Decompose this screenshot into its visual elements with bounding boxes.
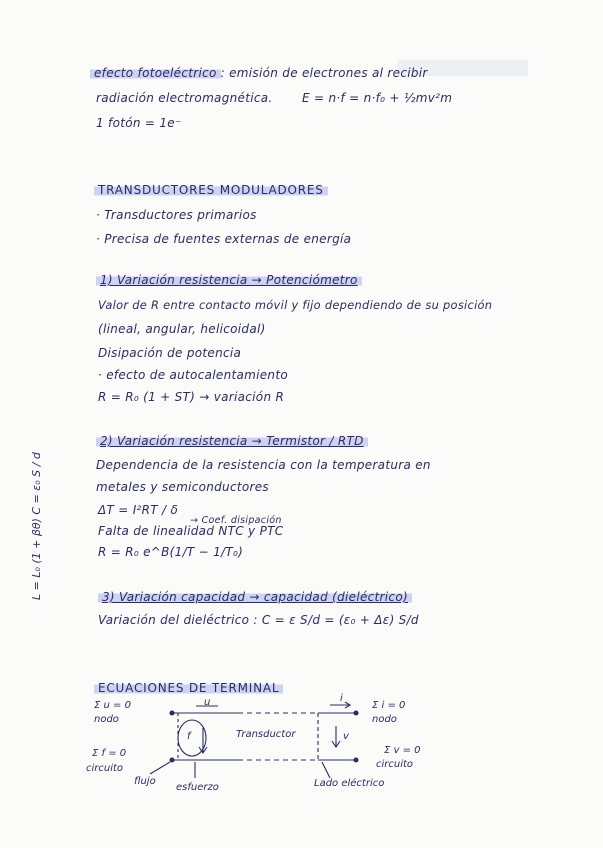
f-label: f	[187, 731, 191, 742]
line-radiation: radiación electromagnética.	[96, 91, 273, 105]
item1-line1: Valor de R entre contacto móvil y fijo dependiendo de su posición	[98, 298, 493, 312]
item1-formula: R = R₀ (1 + ST) → variación R	[98, 390, 285, 404]
circuito-right: circuito	[376, 759, 414, 770]
item2-line2: metales y semiconductores	[96, 480, 269, 494]
item2-formula: ΔT = I²RT / δ	[98, 503, 179, 517]
i-label: i	[340, 693, 343, 704]
item2-note: → Coef. disipación	[190, 515, 282, 526]
item3-line1: Variación del dieléctrico : C = ε S/d = (ε₀ + Δε) S/d	[98, 613, 419, 627]
sum-f: Σ f = 0	[92, 748, 127, 759]
term-photoelectric: efecto fotoeléctrico	[90, 66, 221, 80]
item2-title-text: 2) Variación resistencia → Termistor / RTD	[96, 434, 368, 448]
item2-formula2: R = R₀ e^B(1/T − 1/T₀)	[98, 545, 244, 559]
item1-line3: Disipación de potencia	[98, 346, 242, 360]
circuito-left: circuito	[86, 763, 124, 774]
item1-line4: · efecto de autocalentamiento	[98, 368, 288, 382]
lado-electrico-label: Lado eléctrico	[314, 778, 385, 789]
formula-photoelectric: E = n·f = n·f₀ + ½mv²m	[302, 91, 453, 105]
bullet-primarios: · Transductores primarios	[96, 208, 257, 222]
item2-line3: Falta de linealidad NTC y PTC	[98, 524, 284, 538]
flujo-label: flujo	[134, 776, 156, 787]
item1-line2: (lineal, angular, helicoidal)	[98, 322, 266, 336]
transductor-label: Transductor	[236, 729, 296, 740]
lado-leader	[322, 762, 330, 778]
item3-title-text: 3) Variación capacidad → capacidad (dieléctrico)	[98, 590, 412, 604]
sum-i: Σ i = 0	[372, 700, 406, 711]
nodo-right: nodo	[372, 714, 397, 725]
line-photoelectric-rest: : emisión de electrones al recibir	[220, 66, 428, 80]
side-note: L = L₀ (1 + βθ) C = ε₀ S / d	[30, 452, 43, 600]
item2-line1: Dependencia de la resistencia con la temperatura en	[96, 458, 431, 472]
heading-ecuaciones-text: ECUACIONES DE TERMINAL	[94, 681, 283, 695]
sum-v: Σ v = 0	[384, 745, 421, 756]
esfuerzo-label: esfuerzo	[176, 782, 219, 793]
heading-transductores-text: TRANSDUCTORES MODULADORES	[94, 183, 328, 197]
sum-u: Σ u = 0	[94, 700, 131, 711]
flujo-leader	[150, 762, 170, 774]
nodo-left: nodo	[94, 714, 119, 725]
v-label: v	[343, 731, 349, 742]
item1-title-text: 1) Variación resistencia → Potenciómetro	[96, 273, 362, 287]
u-label: u	[204, 697, 211, 708]
line-photon: 1 fotón = 1e⁻	[96, 116, 182, 130]
bullet-fuentes: · Precisa de fuentes externas de energía	[96, 232, 352, 246]
